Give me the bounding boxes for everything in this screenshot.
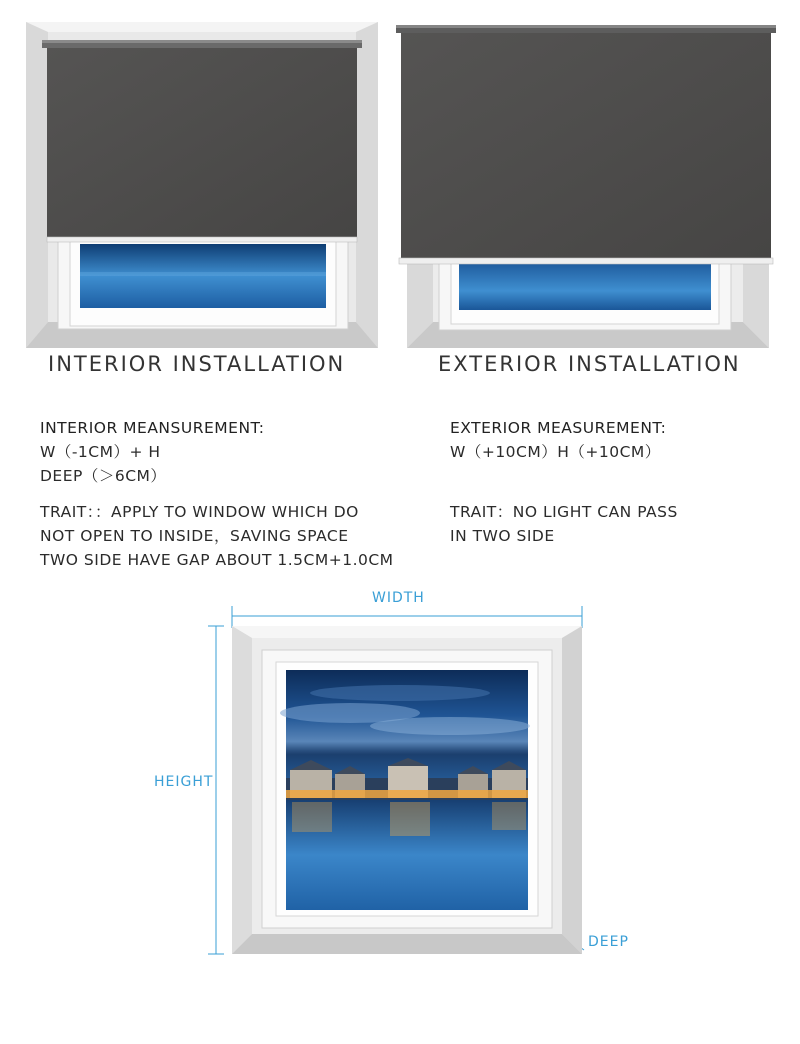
exterior-measurement-block (450, 416, 666, 464)
interior-measure-line: DEEP（＞6CM） (40, 467, 167, 485)
interior-trait-block (40, 500, 394, 572)
exterior-trait-line: TRAIT：NO LIGHT CAN PASS (450, 503, 678, 521)
exterior-trait-block (450, 500, 678, 548)
exterior-illustration (393, 22, 783, 348)
interior-trait-line: NOT OPEN TO INSIDE，SAVING SPACE (40, 527, 349, 545)
width-label: WIDTH (372, 590, 425, 606)
height-label: HEIGHT (154, 774, 214, 790)
exterior-caption: EXTERIOR INSTALLATION (438, 352, 741, 376)
exterior-measure-title: EXTERIOR MEASUREMENT: (450, 419, 667, 437)
exterior-window-svg (393, 22, 783, 348)
interior-illustration (26, 22, 378, 348)
exterior-glass (459, 262, 711, 310)
deep-label: DEEP (588, 934, 629, 950)
exterior-trait-line: IN TWO SIDE (450, 527, 555, 545)
exterior-blind-fabric (401, 33, 771, 259)
interior-measure-line: W（-1CM）+ H (40, 443, 161, 461)
interior-blind-fabric (47, 48, 357, 238)
interior-caption: INTERIOR INSTALLATION (48, 352, 346, 376)
measurement-diagram (200, 598, 600, 958)
measurement-window-svg (200, 598, 600, 958)
interior-trait-line: TRAIT：：APPLY TO WINDOW WHICH DO (40, 503, 359, 521)
interior-measure-title: INTERIOR MEANSUREMENT: (40, 419, 265, 437)
interior-measurement-block (40, 416, 265, 488)
interior-trait-line: TWO SIDE HAVE GAP ABOUT 1.5CM+1.0CM (40, 551, 394, 569)
exterior-measure-line: W（+10CM）H（+10CM） (450, 443, 661, 461)
interior-window-svg (26, 22, 378, 348)
